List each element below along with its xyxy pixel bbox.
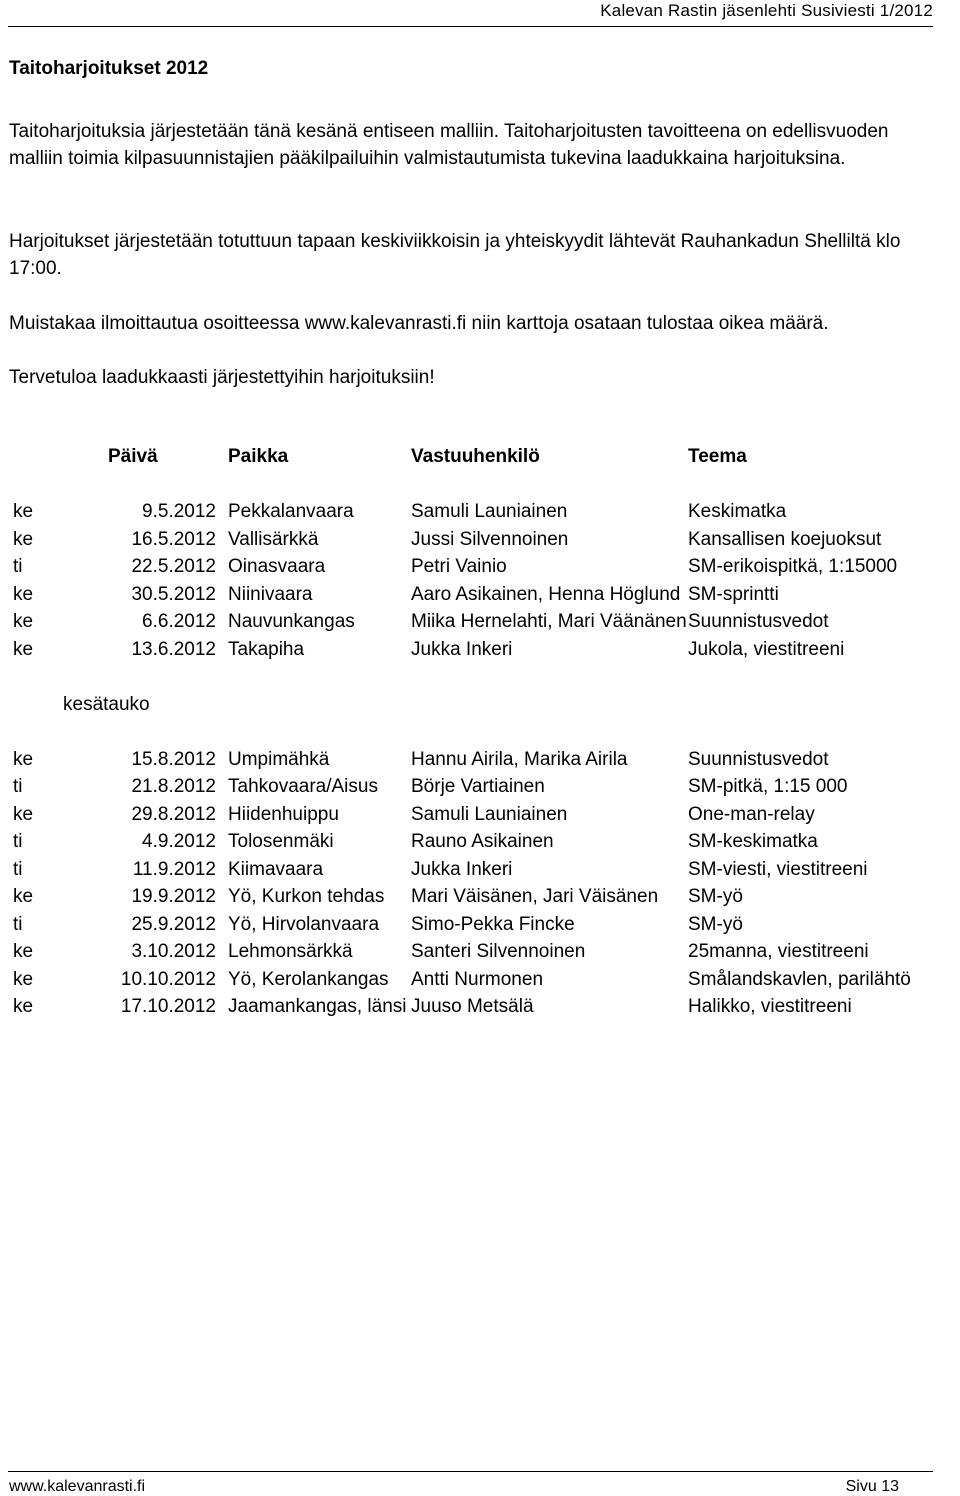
person-cell: Aaro Asikainen, Henna Höglund — [411, 583, 681, 605]
date-cell: 25.9.2012 — [131, 913, 216, 935]
weekday-cell: ke — [13, 803, 34, 825]
theme-cell: Suunnistusvedot — [688, 611, 829, 632]
spring-rows — [13, 498, 933, 663]
summer-break-label: kesätauko — [63, 693, 150, 715]
place-cell: Yö, Kerolankangas — [228, 968, 389, 990]
person-cell: Petri Vainio — [411, 556, 507, 577]
weekday-cell: ti — [13, 556, 23, 577]
theme-cell: SM-yö — [688, 886, 743, 907]
weekday-cell: ke — [13, 886, 34, 907]
table-row — [13, 636, 933, 664]
theme-cell: One-man-relay — [688, 803, 815, 825]
theme-cell: Kansallisen koejuoksut — [688, 528, 882, 550]
column-header-place: Paikka — [228, 446, 289, 467]
table-row — [13, 966, 933, 994]
place-cell: Takapiha — [228, 638, 305, 660]
theme-cell: SM-keskimatka — [688, 831, 818, 852]
place-cell: Kiimavaara — [228, 858, 324, 880]
weekday-cell: ti — [13, 776, 23, 797]
page-number: Sivu 13 — [845, 1478, 899, 1495]
place-cell: Tahkovaara/Aisus — [228, 776, 378, 797]
column-header-date: Päivä — [108, 446, 158, 467]
place-cell: Jaamankangas, länsi — [228, 996, 407, 1017]
registration-paragraph: Muistakaa ilmoittautua osoitteessa www.kalevanrasti.fi niin karttoja osataan tulostaa oikea määrä. — [9, 313, 829, 334]
weekday-cell: ke — [13, 638, 34, 660]
table-row — [13, 856, 933, 884]
person-cell: Börje Vartiainen — [411, 776, 545, 797]
weekday-cell: ke — [13, 583, 34, 605]
theme-cell: Halikko, viestitreeni — [688, 996, 852, 1017]
date-cell: 21.8.2012 — [131, 776, 216, 797]
theme-cell: SM-yö — [688, 913, 743, 935]
table-row — [13, 938, 933, 966]
date-cell: 19.9.2012 — [131, 886, 216, 907]
date-cell: 11.9.2012 — [132, 858, 216, 880]
place-cell: Umpimähkä — [228, 748, 330, 770]
weekday-cell: ke — [13, 996, 34, 1017]
weekday-cell: ti — [13, 831, 23, 852]
departure-paragraph: Harjoitukset järjestetään totuttuun tapaan keskiviikkoisin ja yhteiskyydit lähtevät Rauhankadun Shelliltä klo 17:00. — [9, 231, 901, 279]
table-row — [13, 801, 933, 829]
person-cell: Samuli Launiainen — [411, 501, 568, 522]
person-cell: Jussi Silvennoinen — [411, 528, 569, 550]
theme-cell: SM-sprintti — [688, 583, 779, 605]
theme-cell: SM-erikoispitkä, 1:15000 — [688, 556, 898, 577]
table-row — [13, 608, 933, 636]
date-cell: 30.5.2012 — [131, 583, 216, 605]
table-row — [13, 553, 933, 581]
column-header-theme: Teema — [688, 446, 747, 467]
date-cell: 6.6.2012 — [142, 611, 216, 632]
date-cell: 29.8.2012 — [131, 803, 216, 825]
person-cell: Mari Väisänen, Jari Väisänen — [411, 886, 659, 907]
date-cell: 3.10.2012 — [131, 941, 216, 962]
date-cell: 10.10.2012 — [120, 968, 216, 990]
date-cell: 13.6.2012 — [131, 638, 216, 660]
header-divider — [8, 26, 933, 27]
footer-divider — [8, 1471, 933, 1472]
theme-cell: Smålandskavlen, parilähtö — [688, 968, 911, 990]
person-cell: Jukka Inkeri — [411, 858, 513, 880]
table-row — [13, 883, 933, 911]
schedule-table — [13, 443, 933, 1021]
date-cell: 15.8.2012 — [131, 748, 216, 770]
place-cell: Nauvunkangas — [228, 611, 355, 632]
table-row — [13, 526, 933, 554]
person-cell: Jukka Inkeri — [411, 638, 513, 660]
column-header-person: Vastuuhenkilö — [411, 446, 540, 467]
person-cell: Hannu Airila, Marika Airila — [411, 748, 628, 770]
table-row — [13, 773, 933, 801]
welcome-paragraph: Tervetuloa laadukkaasti järjestettyihin harjoituksiin! — [9, 367, 435, 388]
weekday-cell: ke — [13, 501, 34, 522]
table-row — [13, 498, 933, 526]
table-row — [13, 581, 933, 609]
publication-header: Kalevan Rastin jäsenlehti Susiviesti 1/2012 — [600, 1, 933, 20]
person-cell: Samuli Launiainen — [411, 803, 568, 825]
person-cell: Rauno Asikainen — [411, 831, 554, 852]
table-row — [13, 828, 933, 856]
place-cell: Yö, Kurkon tehdas — [228, 886, 385, 907]
theme-cell: SM-viesti, viestitreeni — [688, 858, 868, 880]
theme-cell: Jukola, viestitreeni — [688, 638, 845, 660]
place-cell: Niinivaara — [228, 583, 313, 605]
theme-cell: SM-pitkä, 1:15 000 — [688, 776, 848, 797]
place-cell: Pekkalanvaara — [228, 501, 354, 522]
place-cell: Tolosenmäki — [228, 831, 334, 852]
place-cell: Vallisärkkä — [228, 528, 319, 550]
weekday-cell: ti — [13, 913, 23, 935]
weekday-cell: ke — [13, 611, 34, 632]
autumn-rows — [13, 746, 933, 1021]
weekday-cell: ke — [13, 748, 34, 770]
date-cell: 4.9.2012 — [142, 831, 216, 852]
person-cell: Santeri Silvennoinen — [411, 941, 586, 962]
theme-cell: Keskimatka — [688, 501, 787, 522]
person-cell: Simo-Pekka Fincke — [411, 913, 575, 935]
person-cell: Antti Nurmonen — [411, 968, 544, 990]
place-cell: Lehmonsärkkä — [228, 941, 353, 962]
weekday-cell: ke — [13, 528, 34, 550]
place-cell: Oinasvaara — [228, 556, 326, 577]
summer-break-row — [13, 691, 933, 719]
weekday-cell: ke — [13, 941, 34, 962]
footer-url: www.kalevanrasti.fi — [9, 1478, 146, 1495]
place-cell: Hiidenhuippu — [228, 803, 339, 825]
date-cell: 16.5.2012 — [131, 528, 216, 550]
date-cell: 22.5.2012 — [131, 556, 216, 577]
weekday-cell: ke — [13, 968, 34, 990]
page-title: Taitoharjoitukset 2012 — [9, 58, 209, 79]
weekday-cell: ti — [13, 858, 23, 880]
date-cell: 9.5.2012 — [142, 501, 216, 522]
date-cell: 17.10.2012 — [120, 996, 216, 1017]
person-cell: Miika Hernelahti, Mari Väänänen — [411, 611, 687, 632]
theme-cell: Suunnistusvedot — [688, 748, 829, 770]
table-row — [13, 911, 933, 939]
table-row — [13, 746, 933, 774]
intro-paragraph: Taitoharjoituksia järjestetään tänä kesänä entiseen malliin. Taitoharjoitusten tavoitteena on edellisvuoden malliin toimia kilpasuunnistajien pääkilpailuihin valmistautumista tukevina laadukkaina harjoituksina. — [9, 121, 889, 169]
table-row — [13, 993, 933, 1021]
table-header-row — [13, 443, 933, 471]
theme-cell: 25manna, viestitreeni — [688, 941, 869, 962]
place-cell: Yö, Hirvolanvaara — [228, 913, 380, 935]
person-cell: Juuso Metsälä — [411, 996, 534, 1017]
